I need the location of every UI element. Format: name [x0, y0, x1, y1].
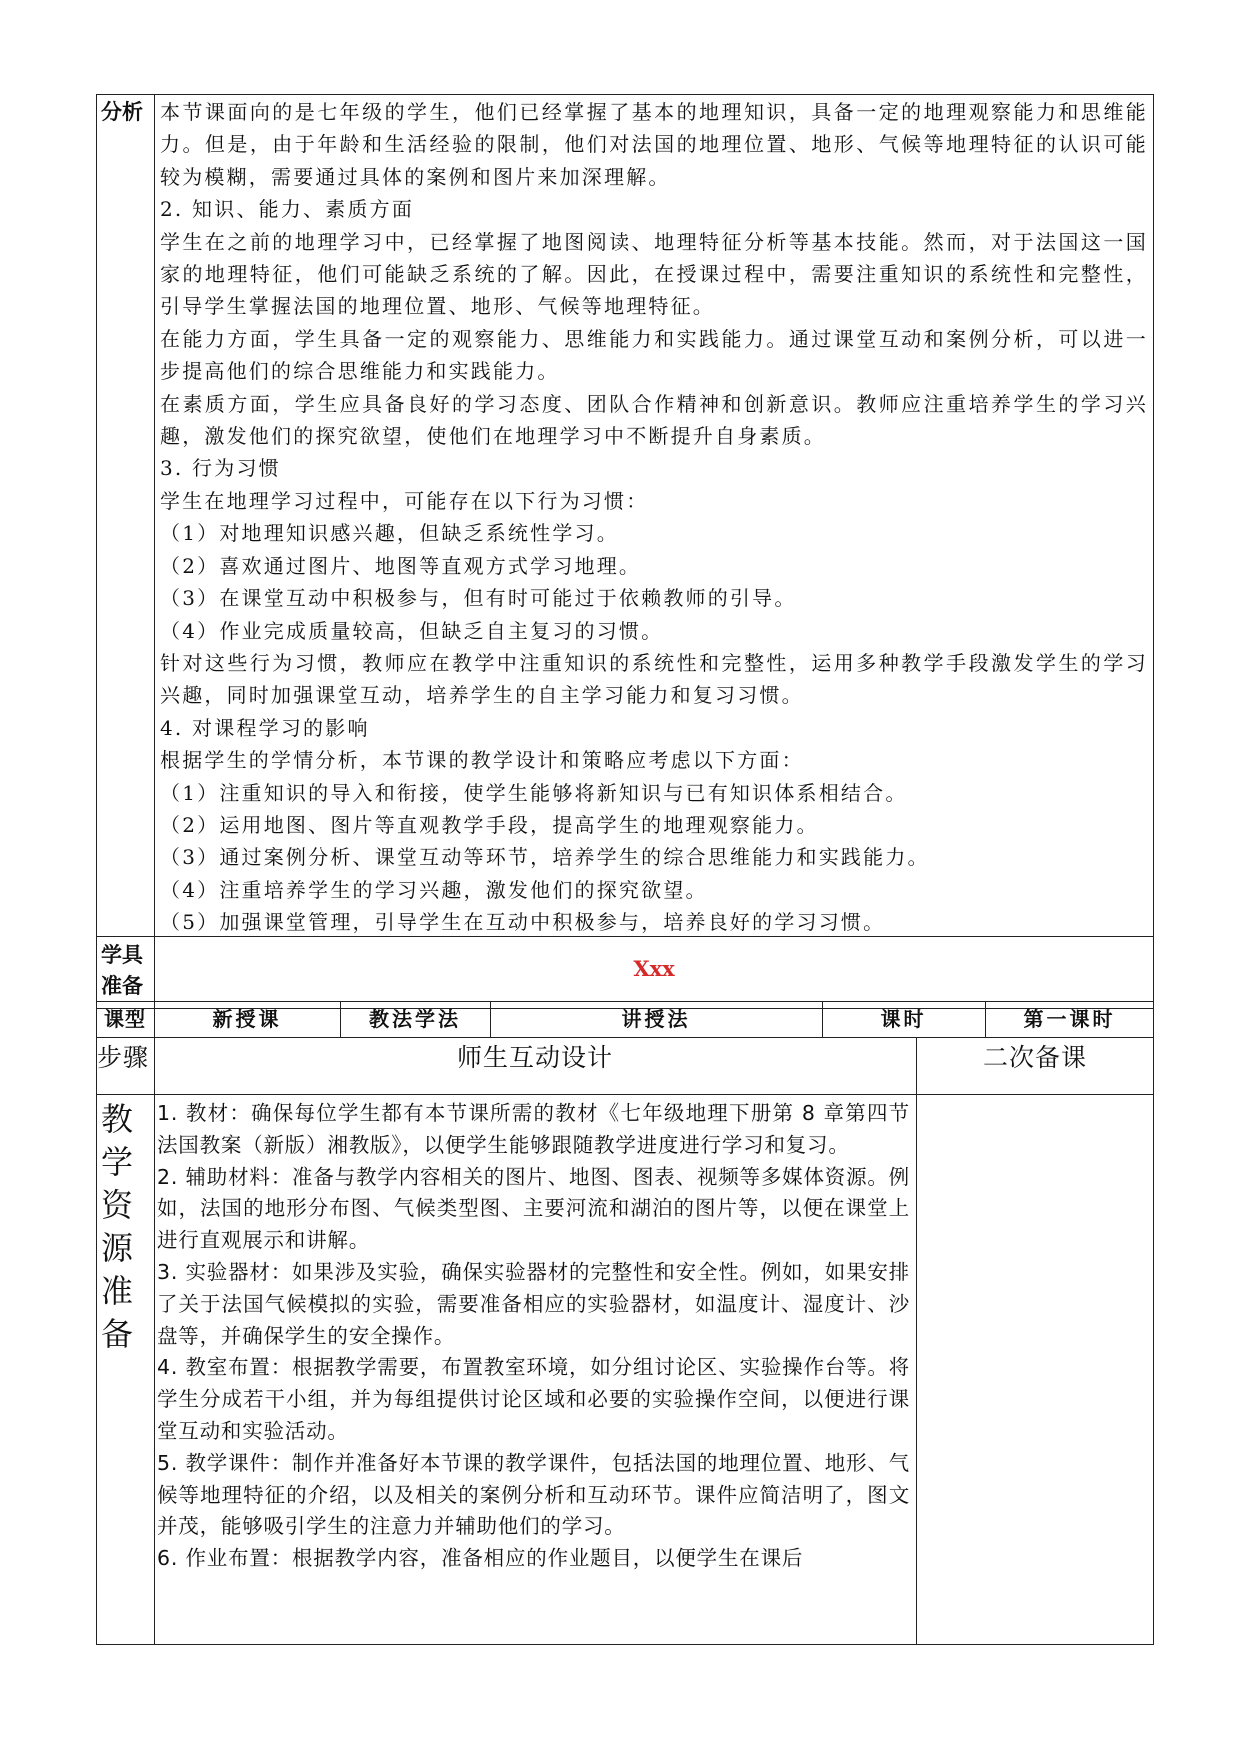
steps-label: 步骤: [97, 1043, 150, 1072]
analysis-content: [160, 96, 1148, 939]
tools-label-line: 准备: [101, 974, 143, 998]
list-item: （1）注重知识的导入和衔接，使学生能够将新知识与已有知识体系相结合。: [160, 780, 908, 805]
tools-value: Xxx: [633, 956, 675, 981]
analysis-paragraph: 在素质方面，学生应具备良好的学习态度、团队合作精神和创新意识。教师应注重培养学生的学习兴趣，激发他们的探究欲望，使他们在地理学习中不断提升自身素质。: [160, 391, 1148, 449]
list-item: （2）喜欢通过图片、地图等直观方式学习地理。: [160, 553, 642, 578]
list-item: （5）加强课堂管理，引导学生在互动中积极参与，培养良好的学习习惯。: [160, 910, 886, 935]
label-char: 学: [100, 1143, 133, 1181]
teaching-method-label: 教法学法: [369, 1007, 461, 1031]
list-item: （1）对地理知识感兴趣，但缺乏系统性学习。: [160, 521, 619, 546]
analysis-paragraph: 学生在之前的地理学习中，已经掌握了地图阅读、地理特征分析等基本技能。然而，对于法国这一国家的地理特征，他们可能缺乏系统的了解。因此，在授课过程中，需要注重知识的系统性和完整性，引导学生掌握法国的地理位置、地形、气候等地理特征。: [160, 229, 1148, 319]
list-item: （4）注重培养学生的学习兴趣，激发他们的探究欲望。: [160, 877, 708, 902]
list-item: （4）作业完成质量较高，但缺乏自主复习的习惯。: [160, 618, 664, 643]
divider: [916, 1037, 917, 1645]
interaction-design-label: 师生互动设计: [456, 1043, 613, 1072]
list-item: （2）运用地图、图片等直观教学手段，提高学生的地理观察能力。: [160, 812, 819, 837]
analysis-paragraph: 针对这些行为习惯，教师应在教学中注重知识的系统性和完整性，运用多种教学手段激发学生的学习兴趣，同时加强课堂互动，培养学生的自主学习能力和复习习惯。: [160, 650, 1148, 708]
analysis-paragraph: 在能力方面，学生具备一定的观察能力、思维能力和实践能力。通过课堂互动和案例分析，可以进一步提高他们的综合思维能力和实践能力。: [160, 326, 1148, 384]
resource-item: 1. 教材：确保每位学生都有本节课所需的教材《七年级地理下册第 8 章第四节法国教案（新版）湘教版》，以便学生能够跟随教学进度进行学习和复习。: [157, 1101, 910, 1157]
second-prep-label: 二次备课: [982, 1043, 1087, 1072]
analysis-paragraph: 学生在地理学习过程中，可能存在以下行为习惯：: [160, 488, 649, 513]
label-char: 准: [100, 1272, 133, 1310]
divider: [154, 1037, 155, 1645]
section-heading: 3. 行为习惯: [160, 456, 281, 481]
label-char: 备: [100, 1315, 133, 1353]
tools-label-line: 学具: [101, 943, 143, 967]
label-char: 源: [100, 1229, 133, 1267]
divider: [154, 94, 155, 1009]
analysis-label: 分析: [101, 100, 143, 124]
section-heading: 2. 知识、能力、素质方面: [160, 197, 415, 222]
lesson-type-value: 新授课: [212, 1007, 282, 1031]
resource-item: 3. 实验器材：如果涉及实验，确保实验器材的完整性和安全性。例如，如果安排了关于法国气候模拟的实验，需要准备相应的实验器材，如温度计、湿度计、沙盘等，并确保学生的安全操作。: [157, 1259, 910, 1348]
analysis-paragraph: 本节课面向的是七年级的学生，他们已经掌握了基本的地理知识，具备一定的地理观察能力和思维能力。但是，由于年龄和生活经验的限制，他们对法国的地理位置、地形、气候等地理特征的认识可能较为模糊，需要通过具体的案例和图片来加深理解。: [160, 100, 1148, 189]
lesson-type-label: 课型: [104, 1007, 146, 1031]
label-char: 教: [100, 1100, 133, 1138]
resource-item: 4. 教室布置：根据教学需要，布置教室环境，如分组讨论区、实验操作台等。将学生分成若干小组，并为每组提供讨论区域和必要的实验操作空间，以便进行课堂互动和实验活动。: [157, 1355, 910, 1443]
teaching-method-value: 讲授法: [621, 1007, 691, 1031]
list-item: （3）通过案例分析、课堂互动等环节，培养学生的综合思维能力和实践能力。: [160, 845, 930, 870]
resource-item: 5. 教学课件：制作并准备好本节课的教学课件，包括法国的地理位置、地形、气候等地理特征的介绍，以及相关的案例分析和互动环节。课件应简洁明了，图文并茂，能够吸引学生的注意力并辅助他们的学习。: [157, 1450, 910, 1539]
list-item: （3）在课堂互动中积极参与，但有时可能过于依赖教师的引导。: [160, 586, 797, 611]
resource-item: 6. 作业布置：根据教学内容，准备相应的作业题目，以便学生在课后: [157, 1546, 804, 1571]
resources-content: [157, 1098, 910, 1575]
section-heading: 4. 对课程学习的影响: [160, 715, 370, 740]
class-hours-label: 课时: [880, 1007, 927, 1031]
label-char: 资: [100, 1186, 133, 1224]
class-hours-value: 第一课时: [1023, 1007, 1116, 1031]
resource-item: 2. 辅助材料：准备与教学内容相关的图片、地图、图表、视频等多媒体资源。例如，法国的地形分布图、气候类型图、主要河流和湖泊的图片等，以便在课堂上进行直观展示和讲解。: [157, 1164, 910, 1253]
analysis-paragraph: 根据学生的学情分析，本节课的教学设计和策略应考虑以下方面：: [160, 748, 804, 773]
resource-prep-label: [97, 1098, 137, 1356]
divider: [96, 1094, 1154, 1095]
tools-label: [101, 940, 143, 1002]
